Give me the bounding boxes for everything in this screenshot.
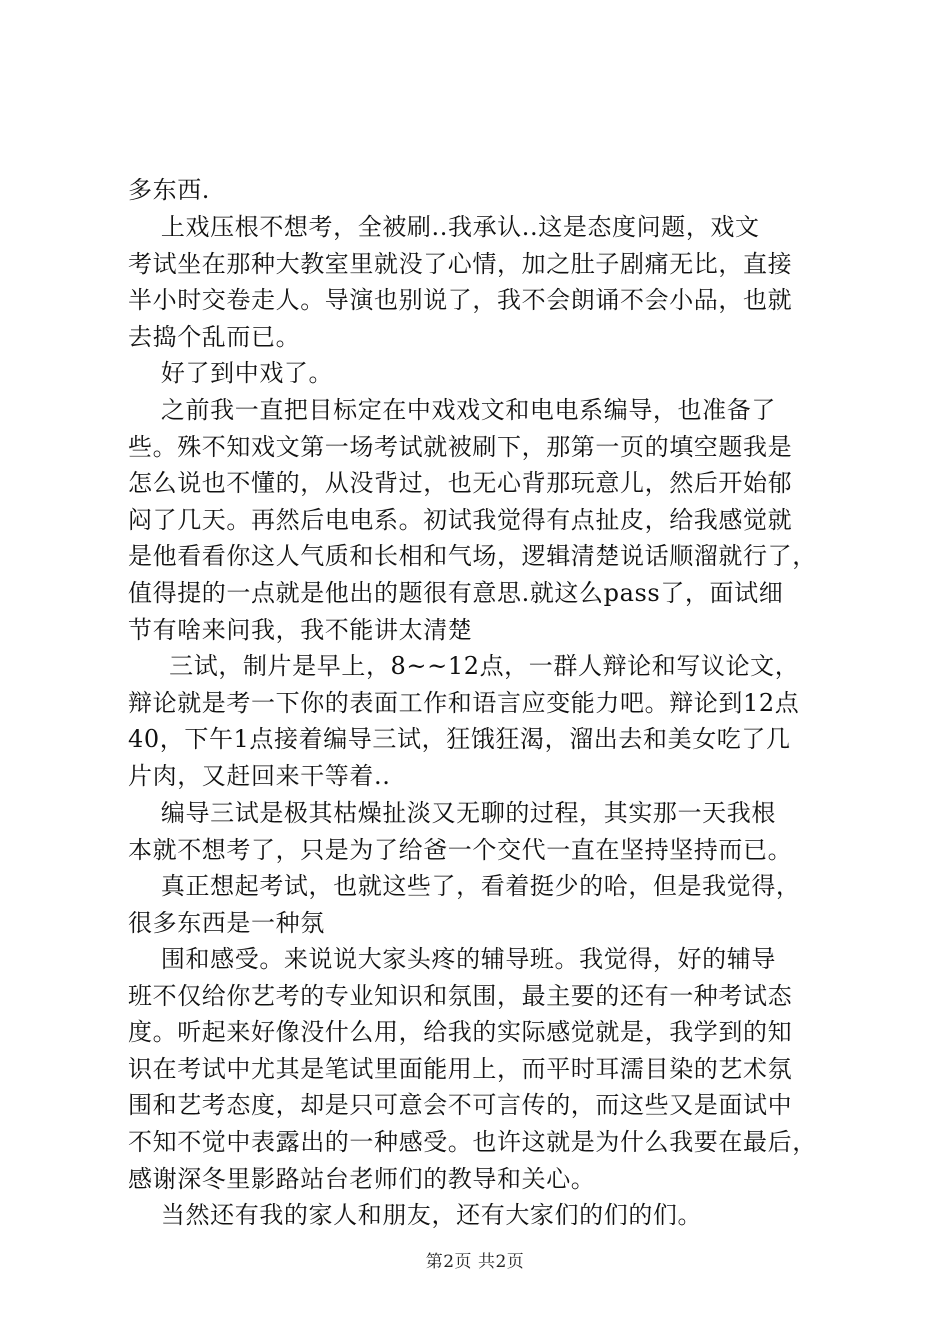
paragraph-3: 好了到中戏了。 (128, 359, 334, 387)
paragraph-4: 之前我一直把目标定在中戏戏文和电电系编导，也准备了 些。殊不知戏文第一场考试就被刷下，那第一页的填空题我是 怎么说也不懂的，从没背过，也无心背那玩意儿，然后开始郁 闷了几天。再然后电电系。初试我觉得有点扯皮，给我感觉就 是他看看你这人气质和长相和气场，逻辑清楚说话顺溜就行了， 值得提的一点就是他出的题很有意思.就这么pass了，面试细 节有啥来问我，我不能讲太清楚 (128, 396, 817, 644)
paragraph-9: 当然还有我的家人和朋友，还有大家们的们的们。 (128, 1201, 703, 1229)
paragraph-8: 围和感受。来说说大家头疼的辅导班。我觉得，好的辅导 班不仅给你艺考的专业知识和氛围，最主要的还有一种考试态 度。听起来好像没什么用，给我的实际感觉就是，我学到的知 识在考试中尤其是笔试里面能用上，而平时耳濡目染的艺术氛 围和艺考态度，却是只可意会不可言传的，而这些又是面试中 不知不觉中表露出的一种感受。也许这就是为什么我要在最后， 感谢深冬里影路站台老师们的教导和关心。 (128, 945, 817, 1193)
page-number-footer: 第2页 共2页 (425, 1252, 525, 1272)
paragraph-2: 上戏压根不想考，全被刷..我承认..这是态度问题，戏文 考试坐在那种大教室里就没了心情，加之肚子剧痛无比，直接 半小时交卷走人。导演也别说了，我不会朗诵不会小品，也就 去捣个乱而已。 (128, 213, 793, 351)
paragraph-1: 多东西. (128, 176, 211, 204)
paragraph-6: 编导三试是极其枯燥扯淡又无聊的过程，其实那一天我根 本就不想考了，只是为了给爸一个交代一直在坚持坚持而已。 (128, 799, 793, 864)
paragraph-7: 真正想起考试，也就这些了，看着挺少的哈，但是我觉得， 很多东西是一种氛 (128, 872, 801, 937)
paragraph-5: 三试，制片是早上，8~~12点，一群人辩论和写议论文， 辩论就是考一下你的表面工作和语言应变能力吧。辩论到12点 40，下午1点接着编导三试，狂饿狂渴，溜出去和美女吃了几 片肉，又赶回来干等着.. (128, 652, 800, 790)
